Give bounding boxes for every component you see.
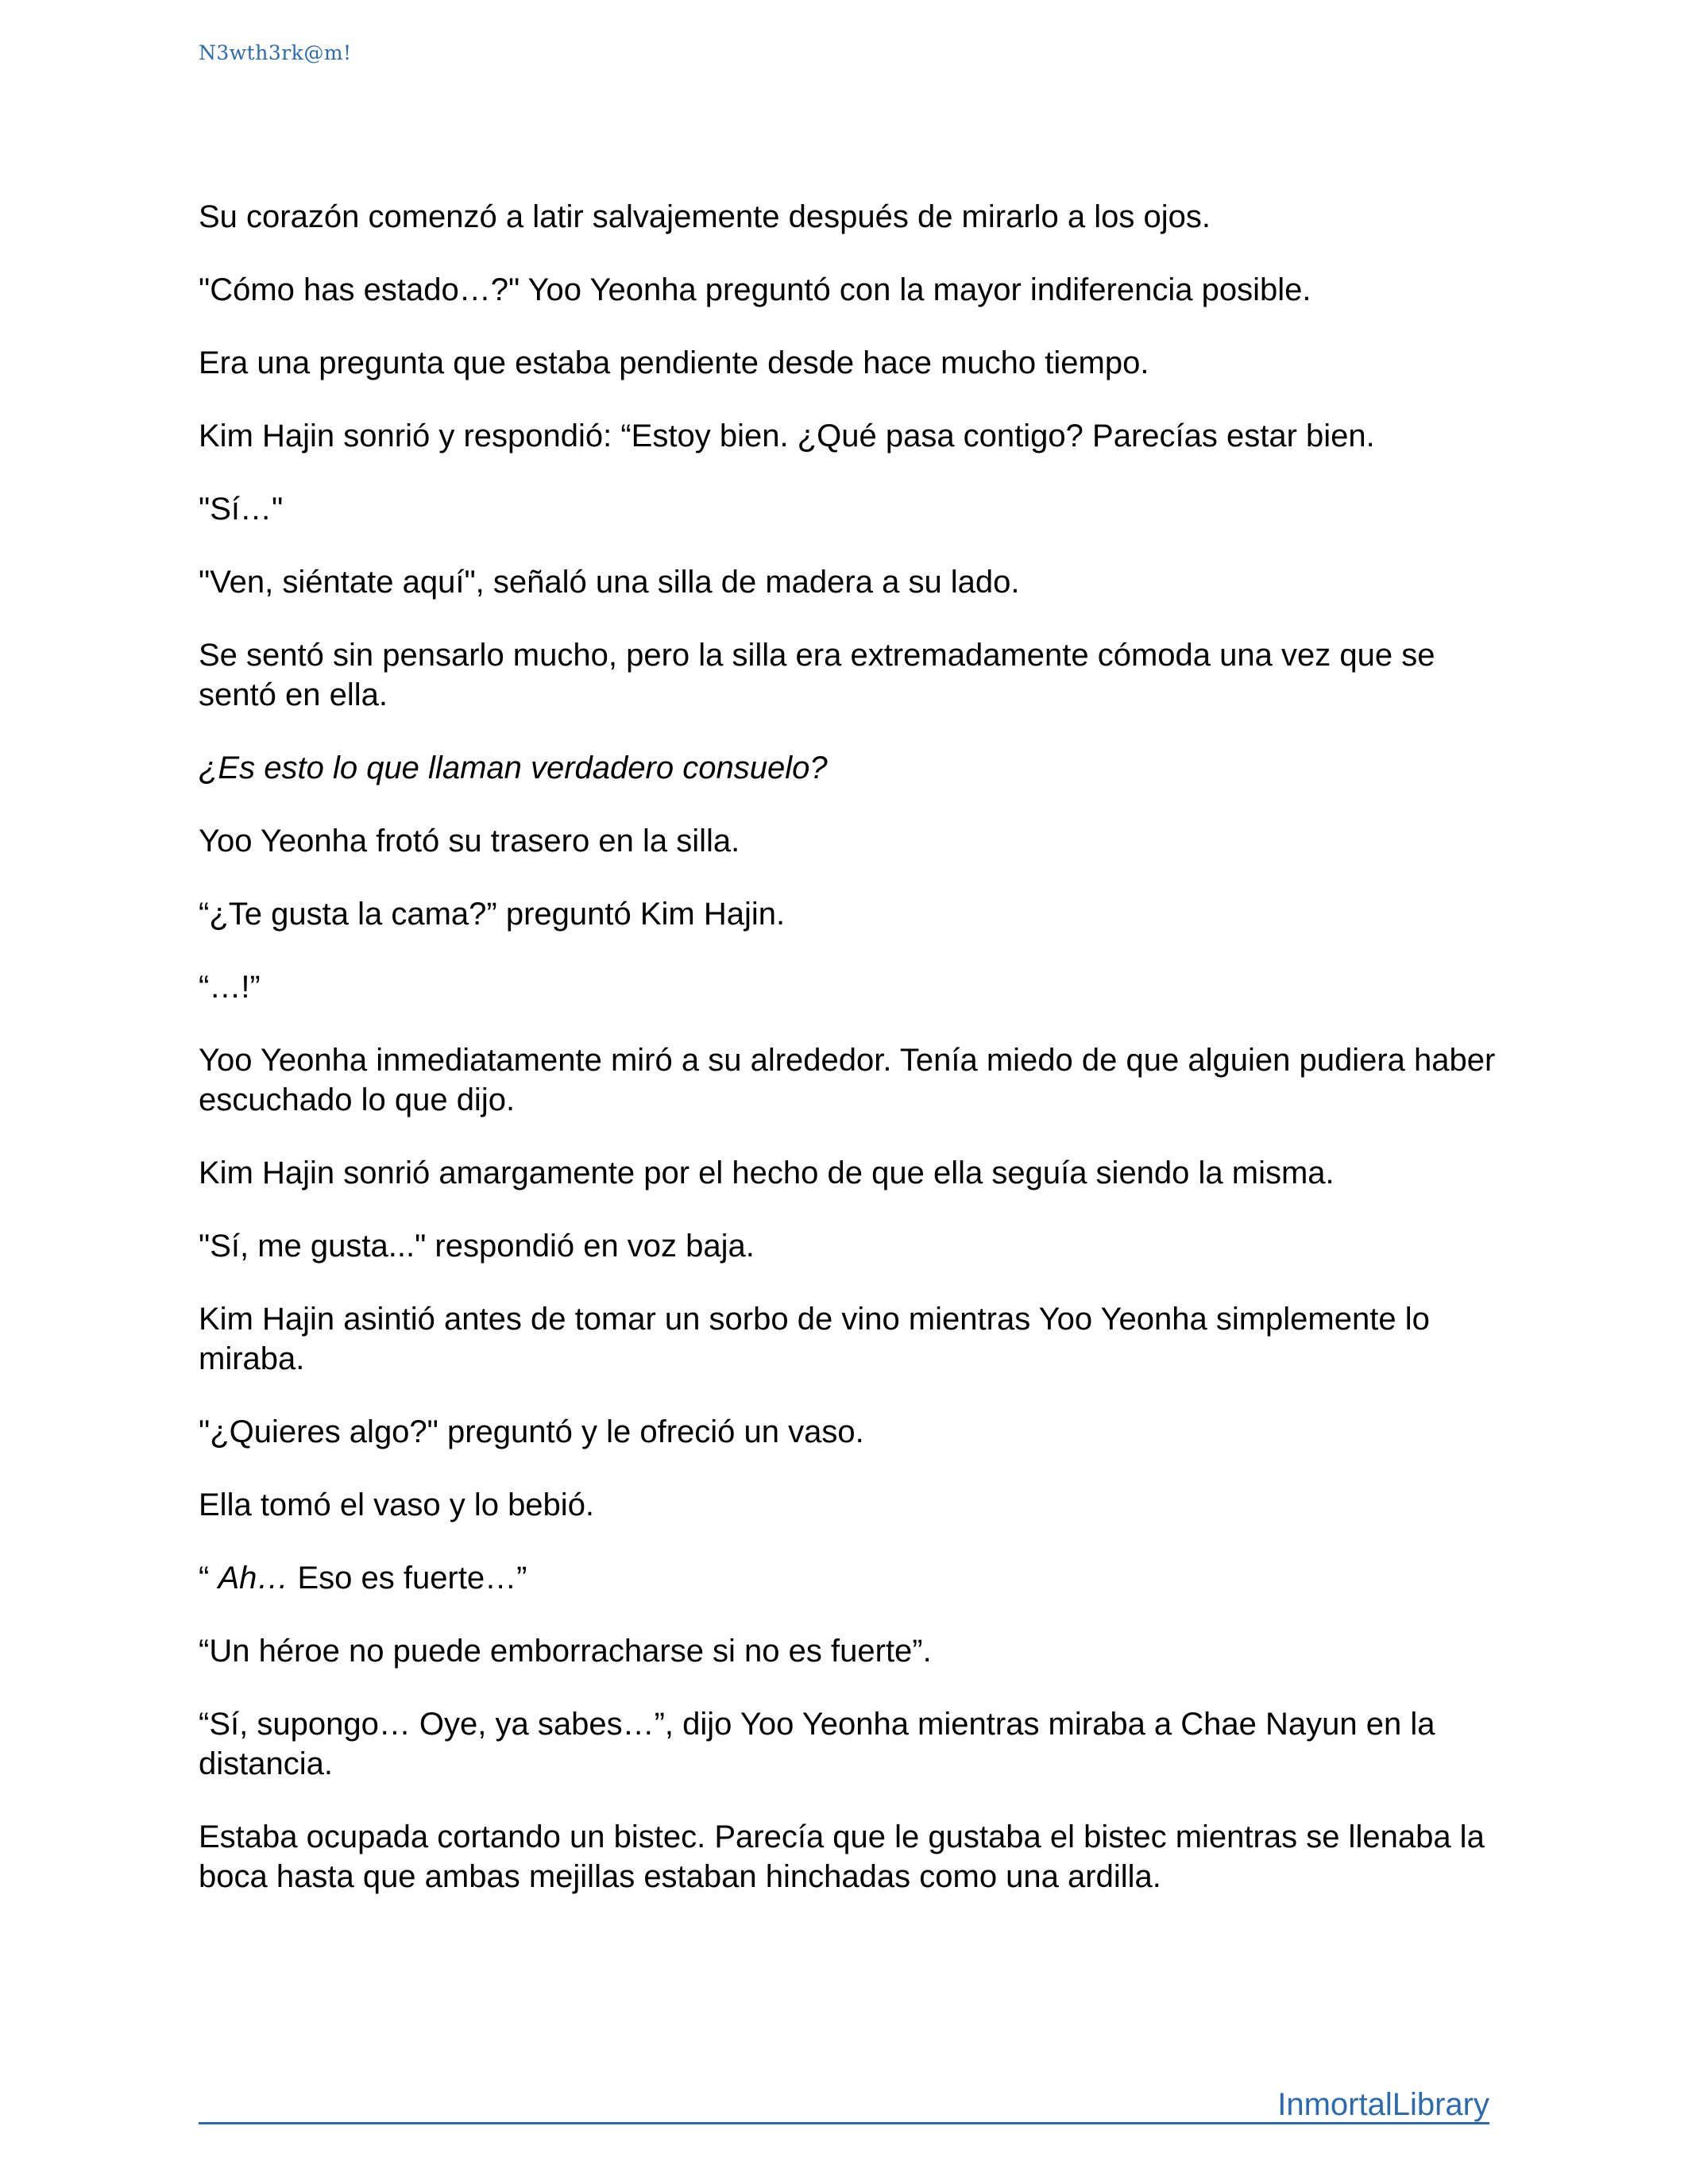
paragraph-18-emphasis: Ah… — [218, 1561, 289, 1596]
footer-divider — [199, 2122, 1489, 2124]
header-watermark: N3wth3rk@m! — [199, 41, 352, 64]
paragraph-18 — [199, 1558, 1501, 1598]
paragraph-20: “Sí, supongo… Oye, ya sabes…”, dijo Yoo Yeonha mientras miraba a Chae Nayun en la distancia. — [199, 1707, 1435, 1781]
paragraph-19: “Un héroe no puede emborracharse si no es fuerte”. — [199, 1634, 932, 1669]
paragraph-12: Yoo Yeonha inmediatamente miró a su alrededor. Tenía miedo de que alguien pudiera haber escuchado lo que dijo. — [199, 1043, 1496, 1117]
paragraph-2: "Cómo has estado…?" Yoo Yeonha preguntó con la mayor indiferencia posible. — [199, 272, 1311, 307]
paragraph-4: Kim Hajin sonrió y respondió: “Estoy bien. ¿Qué pasa contigo? Parecías estar bien. — [199, 419, 1375, 453]
paragraph-11: “…!” — [199, 970, 261, 1005]
paragraph-16: "¿Quieres algo?" preguntó y le ofreció un vaso. — [199, 1414, 864, 1449]
paragraph-7: Se sentó sin pensarlo mucho, pero la silla era extremadamente cómoda una vez que se sentó en ella. — [199, 638, 1435, 712]
paragraph-21: Estaba ocupada cortando un bistec. Parecía que le gustaba el bistec mientras se llenaba la boca hasta que ambas mejillas estaban hinchadas como una ardilla. — [199, 1819, 1485, 1894]
paragraph-13: Kim Hajin sonrió amargamente por el hecho de que ella seguía siendo la misma. — [199, 1156, 1335, 1190]
paragraph-18-suffix: Eso es fuerte…” — [288, 1561, 527, 1596]
paragraph-8-italic-thought: ¿Es esto lo que llaman verdadero consuelo? — [199, 751, 828, 785]
paragraph-9: Yoo Yeonha frotó su trasero en la silla. — [199, 824, 740, 859]
paragraph-15: Kim Hajin asintió antes de tomar un sorbo de vino mientras Yoo Yeonha simplemente lo miraba. — [199, 1302, 1430, 1376]
document-body — [199, 197, 1501, 1930]
paragraph-1: Su corazón comenzó a latir salvajemente después de mirarlo a los ojos. — [199, 199, 1211, 234]
paragraph-18-prefix: “ — [199, 1561, 218, 1596]
paragraph-10: “¿Te gusta la cama?” preguntó Kim Hajin. — [199, 897, 786, 932]
footer-library-link[interactable]: InmortalLibrary — [1277, 2087, 1489, 2122]
paragraph-5: "Sí…" — [199, 492, 284, 527]
paragraph-3: Era una pregunta que estaba pendiente desde hace mucho tiempo. — [199, 345, 1149, 380]
paragraph-17: Ella tomó el vaso y lo bebió. — [199, 1488, 595, 1522]
paragraph-14: "Sí, me gusta..." respondió en voz baja. — [199, 1229, 755, 1264]
paragraph-6: "Ven, siéntate aquí", señaló una silla de madera a su lado. — [199, 565, 1020, 600]
